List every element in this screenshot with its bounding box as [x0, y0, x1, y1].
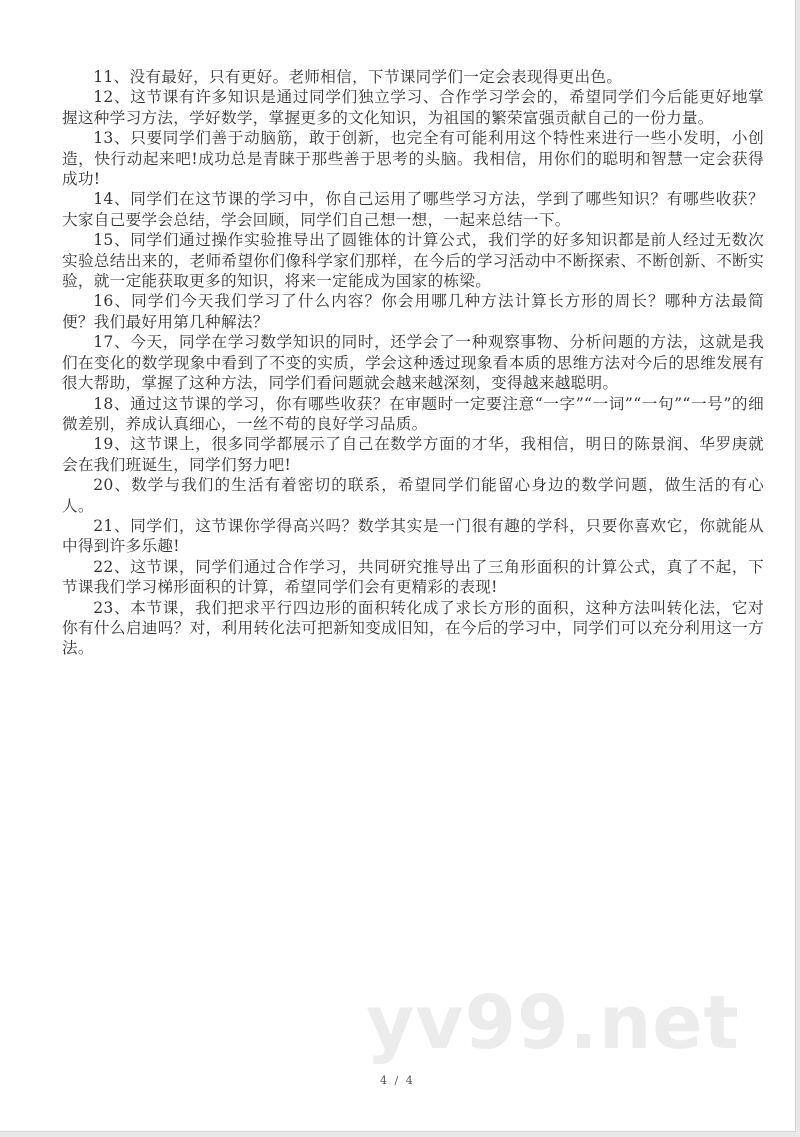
paragraph-18: 18、通过这节课的学习，你有哪些收获？在审题时一定要注意“一字”“一词”“一句”“一号”的细微差别，养成认真细心，一丝不苟的良好学习品质。 — [62, 394, 764, 433]
paragraph-21: 21、同学们，这节课你学得高兴吗？数学其实是一门很有趣的学科，只要你喜欢它，你就能从中得到许多乐趣! — [62, 516, 764, 556]
paragraph-17: 17、今天，同学在学习数学知识的同时，还学会了一种观察事物、分析问题的方法，这就是我们在变化的数学现象中看到了不变的实质，学会这种透过现象看本质的思维方法对今后的思维发展有很大帮助，掌握了这种方法，同学们看问题就会越来越深刻，变得越来越聪明。 — [62, 333, 764, 393]
paragraph-20: 20、数学与我们的生活有着密切的联系，希望同学们能留心身边的数学问题，做生活的有心人。 — [62, 476, 764, 515]
paragraph-14: 14、同学们在这节课的学习中，你自己运用了哪些学习方法，学到了哪些知识？有哪些收获？大家自己要学会总结，学会回顾，同学们自己想一想，一起来总结一下。 — [62, 190, 764, 229]
paragraph-23: 23、本节课，我们把求平行四边形的面积转化成了求长方形的面积，这种方法叫转化法，它对你有什么启迪吗？对，利用转化法可把新知变成旧知，在今后的学习中，同学们可以充分利用这一方法。 — [62, 598, 764, 658]
paragraph-15: 15、同学们通过操作实验推导出了圆锥体的计算公式，我们学的好多知识都是前人经过无数次实验总结出来的，老师希望你们像科学家们那样，在今后的学习活动中不断探索、不断创新、不断实验，就一定能获取更多的知识，将来一定能成为国家的栋梁。 — [62, 231, 764, 291]
paragraph-11: 11、没有最好，只有更好。老师相信，下节课同学们一定会表现得更出色。 — [93, 68, 623, 86]
paragraph-16: 16、同学们今天我们学习了什么内容？你会用哪几种方法计算长方形的周长？哪种方法最简便？我们最好用第几种解法？ — [62, 292, 764, 331]
paragraph-13: 13、只要同学们善于动脑筋，敢于创新，也完全有可能利用这个特性来进行一些小发明，小创造，快行动起来吧!成功总是青睐于那些善于思考的头脑。我相信，用你们的聪明和智慧一定会获得成功! — [62, 129, 764, 189]
paragraph-12: 12、这节课有许多知识是通过同学们独立学习、合作学习学会的，希望同学们今后能更好地掌握这种学习方法，学好数学，掌握更多的文化知识，为祖国的繁荣富强贡献自己的一份力量。 — [62, 88, 764, 127]
document-body — [62, 67, 764, 659]
paragraph-22: 22、这节课，同学们通过合作学习，共同研究推导出了三角形面积的计算公式，真了不起，下节课我们学习梯形面积的计算，希望同学们会有更精彩的表现! — [62, 557, 764, 597]
page-number: 4 / 4 — [380, 1074, 415, 1087]
watermark: yv99.net — [366, 980, 740, 1066]
paragraph-19: 19、这节课上，很多同学都展示了自己在数学方面的才华，我相信，明日的陈景润、华罗庚就会在我们班诞生，同学们努力吧! — [62, 435, 764, 474]
